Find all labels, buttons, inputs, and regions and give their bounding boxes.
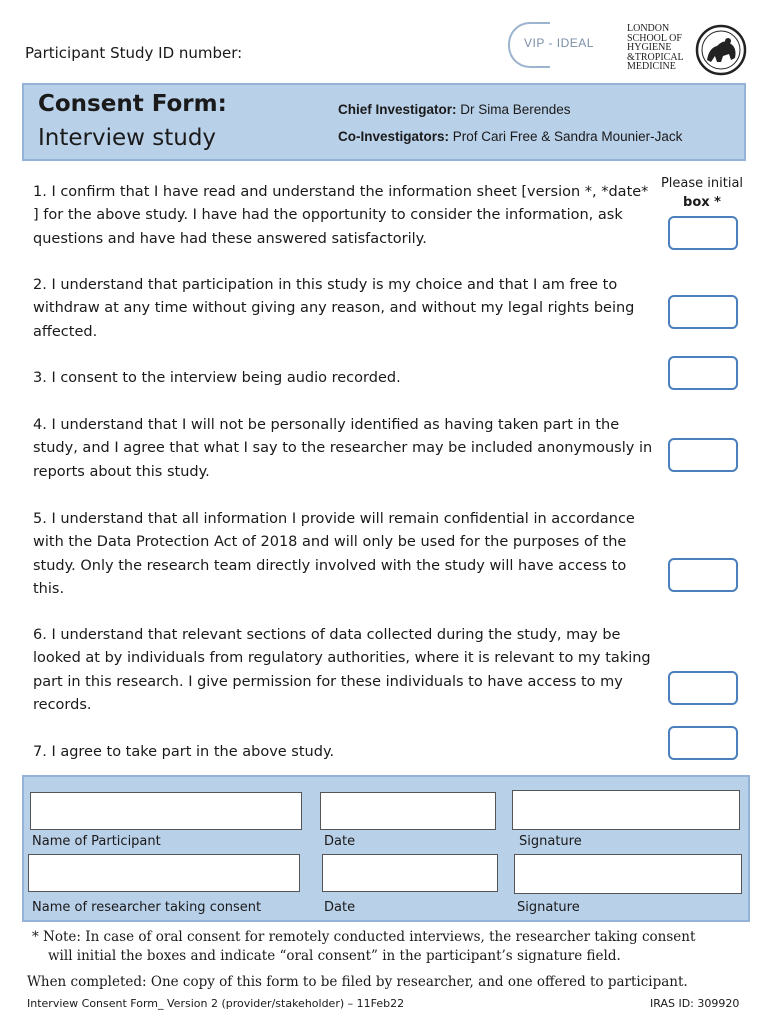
researcher-date-label: Date <box>324 900 356 915</box>
co-investigators <box>338 129 682 144</box>
form-version: Interview Consent Form_ Version 2 (provider/stakeholder) – 11Feb22 <box>27 997 405 1010</box>
initial-instruction-line2: box * <box>683 195 721 210</box>
vip-logo-text: VIP - IDEAL <box>524 36 594 50</box>
consent-statement-7: 7. I agree to take part in the above study. <box>33 744 335 760</box>
lshtm-seal-icon <box>695 24 747 76</box>
initial-box-4[interactable] <box>668 438 738 472</box>
consent-statement-6: 6. I understand that relevant sections of data collected during the study, may be looked at by individuals from regulatory authorities, where it is relevant to my taking part in this research. I give permission for these individuals to have access to my records. <box>33 627 651 713</box>
study-id-label: Participant Study ID number: <box>25 44 243 62</box>
initial-box-3[interactable] <box>668 356 738 390</box>
lshtm-logo-words <box>627 24 693 72</box>
lshtm-logo-line: LONDON <box>627 23 670 34</box>
researcher-date-field[interactable] <box>322 854 498 892</box>
lshtm-logo <box>627 24 749 78</box>
participant-name-field[interactable] <box>30 792 302 830</box>
initial-box-2[interactable] <box>668 295 738 329</box>
initial-instruction-line1: Please initial <box>660 176 744 191</box>
chief-investigator-label: Chief Investigator: <box>338 102 457 117</box>
researcher-signature-label: Signature <box>517 900 580 915</box>
form-title: Consent Form: <box>38 91 227 117</box>
co-investigators-label: Co-Investigators: <box>338 129 450 144</box>
consent-statement-4: 4. I understand that I will not be personally identified as having taken part in the study, and I agree that what I say to the researcher may be included anonymously in reports about this study. <box>33 417 653 480</box>
consent-statement-1: 1. I confirm that I have read and understand the information sheet [version *, *date* ] for the above study. I have had the opportunity to consider the information, ask questions and have had these answered satisfactorily. <box>33 184 649 247</box>
title-box <box>22 83 746 161</box>
lshtm-logo-line: SCHOOL OF <box>627 32 682 44</box>
consent-statement-5: 5. I understand that all information I provide will remain confidential in accordance with the Data Protection Act of 2018 and will only be used for the purposes of the study. Only the research team directly involved with the study will have access to this. <box>33 511 635 597</box>
lshtm-logo-line: HYGIENE <box>627 42 672 53</box>
co-investigators-value: Prof Cari Free & Sandra Mounier-Jack <box>449 129 683 144</box>
chief-investigator <box>338 102 571 117</box>
consent-statement-2: 2. I understand that participation in this study is my choice and that I am free to withdraw at any time without giving any reason, and without my legal rights being affected. <box>33 277 635 340</box>
oral-consent-note-line2: will initial the boxes and indicate “oral consent” in the participant’s signature field. <box>48 948 621 964</box>
initial-instruction <box>650 174 754 212</box>
oral-consent-note-line1: * Note: In case of oral consent for remotely conducted interviews, the researcher taking consent <box>32 929 696 945</box>
oral-consent-note <box>32 928 742 966</box>
signature-panel <box>22 775 750 922</box>
lshtm-logo-line: MEDICINE <box>627 61 676 72</box>
participant-signature-field[interactable] <box>512 790 740 830</box>
lshtm-logo-line: &TROPICAL <box>627 51 684 63</box>
iras-id: IRAS ID: 309920 <box>650 997 740 1010</box>
researcher-name-label: Name of researcher taking consent <box>32 900 262 915</box>
form-subtitle: Interview study <box>38 125 217 151</box>
vip-ideal-logo <box>508 22 614 68</box>
initial-box-7[interactable] <box>668 726 738 760</box>
initial-box-1[interactable] <box>668 216 738 250</box>
participant-signature-label: Signature <box>519 834 582 849</box>
participant-date-label: Date <box>324 834 356 849</box>
completion-instruction: When completed: One copy of this form to be filed by researcher, and one offered to participant. <box>27 974 688 990</box>
participant-date-field[interactable] <box>320 792 496 830</box>
initial-box-6[interactable] <box>668 671 738 705</box>
participant-name-label: Name of Participant <box>32 834 161 849</box>
researcher-name-field[interactable] <box>28 854 300 892</box>
consent-statement-3: 3. I consent to the interview being audio recorded. <box>33 370 401 386</box>
initial-box-5[interactable] <box>668 558 738 592</box>
chief-investigator-value: Dr Sima Berendes <box>456 102 571 117</box>
researcher-signature-field[interactable] <box>514 854 742 894</box>
